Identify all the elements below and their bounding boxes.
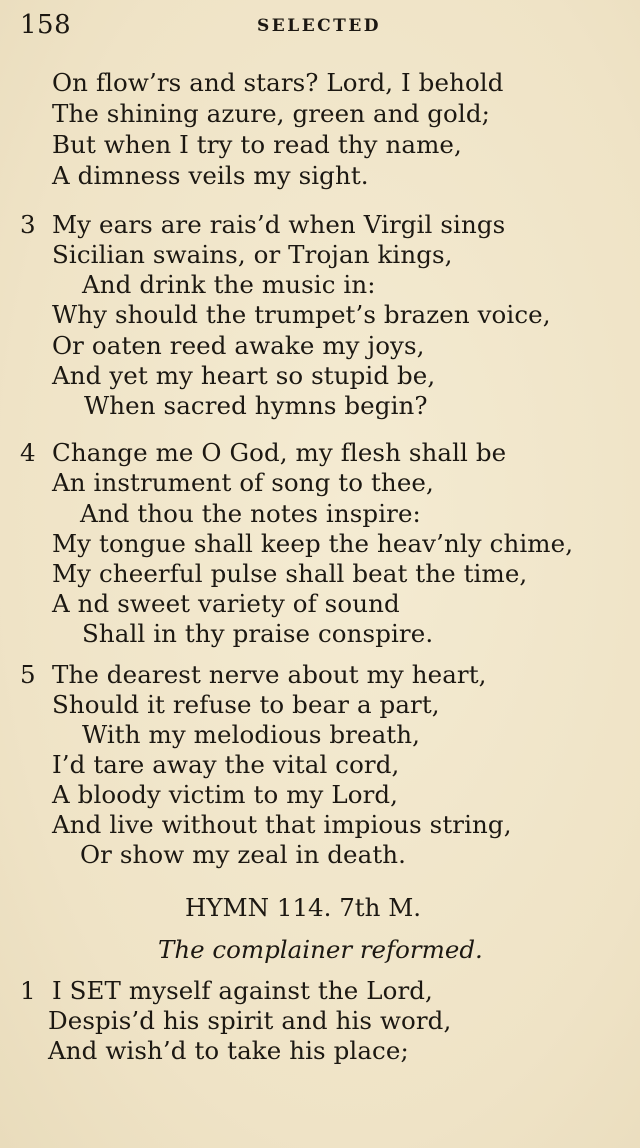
verse-line: The dearest nerve about my heart, — [52, 660, 487, 689]
stanza-number: 5 — [20, 660, 36, 689]
verse-line: And yet my heart so stupid be, — [52, 361, 436, 390]
verse-line: Sicilian swains, or Trojan kings, — [52, 240, 453, 269]
verse-line: Despis’d his spirit and his word, — [48, 1006, 452, 1035]
verse-line: Or show my zeal in death. — [80, 840, 407, 869]
stanza-number: 1 — [20, 976, 36, 1005]
hymn-title: HYMN 114. 7th M. — [185, 893, 422, 922]
verse-line: Should it refuse to bear a part, — [52, 690, 440, 719]
verse-line: And wish’d to take his place; — [48, 1036, 409, 1065]
verse-line: My tongue shall keep the heav’nly chime, — [52, 529, 574, 558]
verse-line: A nd sweet variety of sound — [52, 589, 400, 618]
verse-line: An instrument of song to thee, — [52, 468, 434, 497]
verse-line: A dimness veils my sight. — [52, 161, 369, 190]
verse-line: I’d tare away the vital cord, — [52, 750, 400, 779]
verse-line: And thou the notes inspire: — [80, 499, 421, 528]
hymn-subtitle: The complainer reformed. — [158, 935, 483, 964]
stanza-number: 4 — [20, 438, 36, 467]
verse-line: I SET myself against the Lord, — [52, 976, 433, 1005]
verse-line: Why should the trumpet’s brazen voice, — [52, 300, 551, 329]
verse-line: My ears are rais’d when Virgil sings — [52, 210, 506, 239]
verse-line: The shining azure, green and gold; — [52, 99, 490, 128]
page-number: 158 — [20, 10, 72, 40]
stanza-number: 3 — [20, 210, 36, 239]
verse-line: My cheerful pulse shall beat the time, — [52, 559, 528, 588]
verse-line: With my melodious breath, — [82, 720, 420, 749]
verse-line: On flow’rs and stars? Lord, I behold — [52, 68, 504, 97]
verse-line: And live without that impious string, — [52, 810, 512, 839]
verse-line: Change me O God, my flesh shall be — [52, 438, 507, 467]
verse-line: Shall in thy praise conspire. — [82, 619, 434, 648]
verse-line: And drink the music in: — [82, 270, 376, 299]
verse-line: But when I try to read thy name, — [52, 130, 462, 159]
verse-line: When sacred hymns begin? — [84, 391, 428, 420]
running-head: SELECTED — [257, 16, 382, 36]
verse-line: Or oaten reed awake my joys, — [52, 331, 425, 360]
verse-line: A bloody victim to my Lord, — [52, 780, 399, 809]
